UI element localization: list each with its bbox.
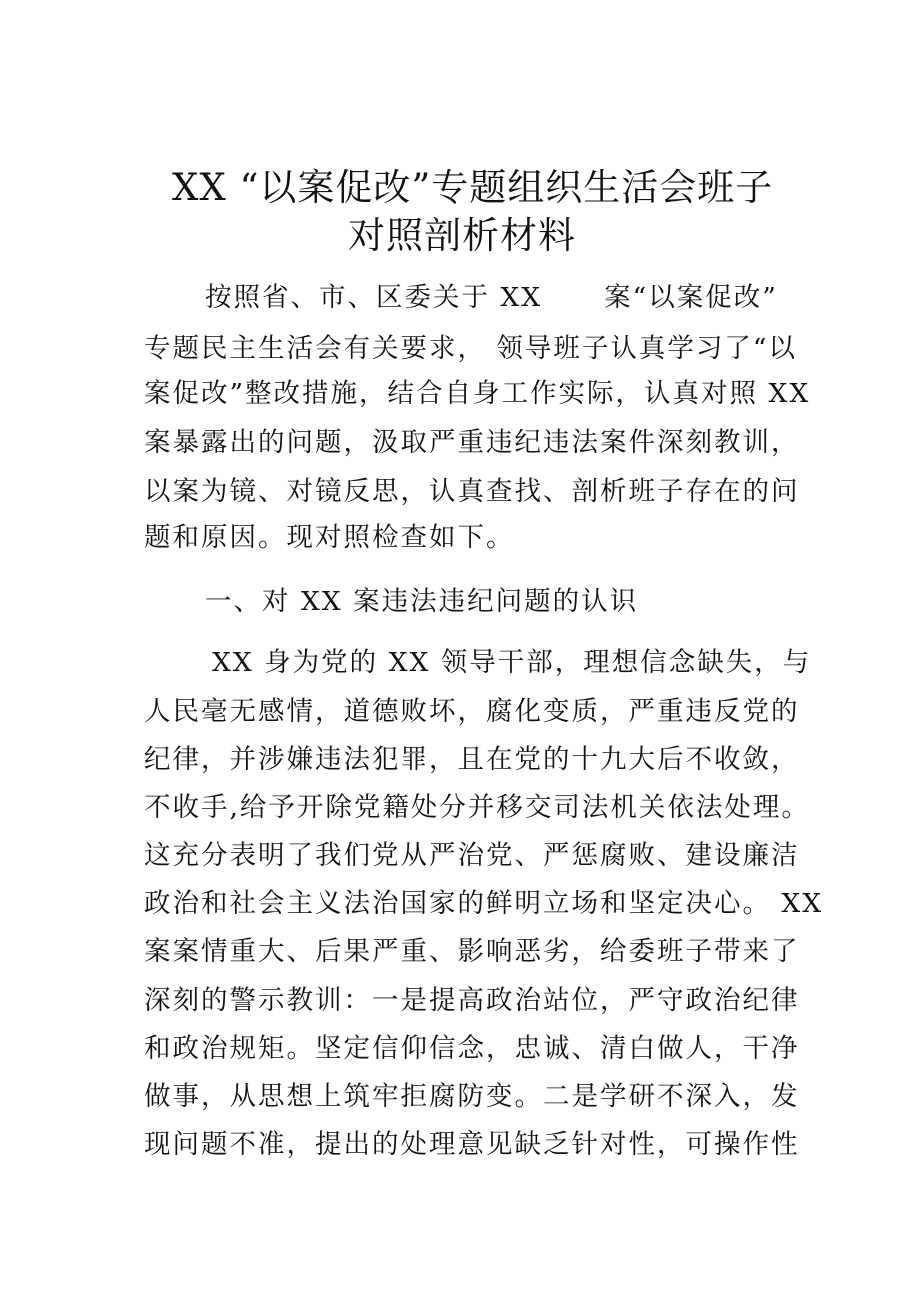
document-title-line-2: 对照剖析材料 [348,214,576,257]
section-1-line: 做事，从思想上筑牢拒腐防变。二是学研不深入，发 [144,1081,800,1112]
section-1-line: 现问题不准，提出的处理意见缺乏针对性，可操作性 [144,1129,800,1160]
intro-line-1-part-a: 按照省、市、区委关于 XX [205,282,543,313]
section-1-line: 政治和社会主义法治国家的鲜明立场和坚定决心。 XX [144,888,824,919]
intro-line-6: 题和原因。现对照检查如下。 [144,522,515,553]
section-1-line: 人民毫无感情，道德败坏，腐化变质，严重违反党的 [144,696,800,727]
intro-line-1-part-b: 案“以案促改” [604,282,778,313]
intro-line-5: 以案为镜、对镜反思，认真查找、剖析班子存在的问 [144,476,800,507]
section-1-line: 和政治规矩。坚定信仰信念，忠诚、清白做人，干净 [144,1033,800,1064]
section-1-line: 深刻的警示教训：一是提高政治站位，严守政治纪律 [144,985,800,1016]
section-1-line: 案案情重大、后果严重、影响恶劣，给委班子带来了 [144,936,800,967]
intro-line-1 [205,280,778,316]
section-1-line: 这充分表明了我们党从严治党、严惩腐败、建设廉洁 [144,840,800,871]
intro-line-3: 案促改”整改措施，结合自身工作实际，认真对照 XX [144,378,811,409]
intro-line-2: 专题民主生活会有关要求， 领导班子认真学习了“以 [144,333,797,364]
section-1-heading: 一、对 XX 案违法违纪问题的认识 [205,586,639,617]
section-1-line: XX 身为党的 XX 领导干部，理想信念缺失，与 [212,647,812,678]
section-1-line: 纪律，并涉嫌违法犯罪，且在党的十九大后不收敛， [144,744,800,775]
section-1-line: 不收手,给予开除党籍处分并移交司法机关依法处理。 [144,792,810,823]
document-title-line-1: XX “以案促改”专题组织生活会班子 [172,166,774,209]
intro-line-4: 案暴露出的问题，汲取严重违纪违法案件深刻教训， [144,427,800,458]
